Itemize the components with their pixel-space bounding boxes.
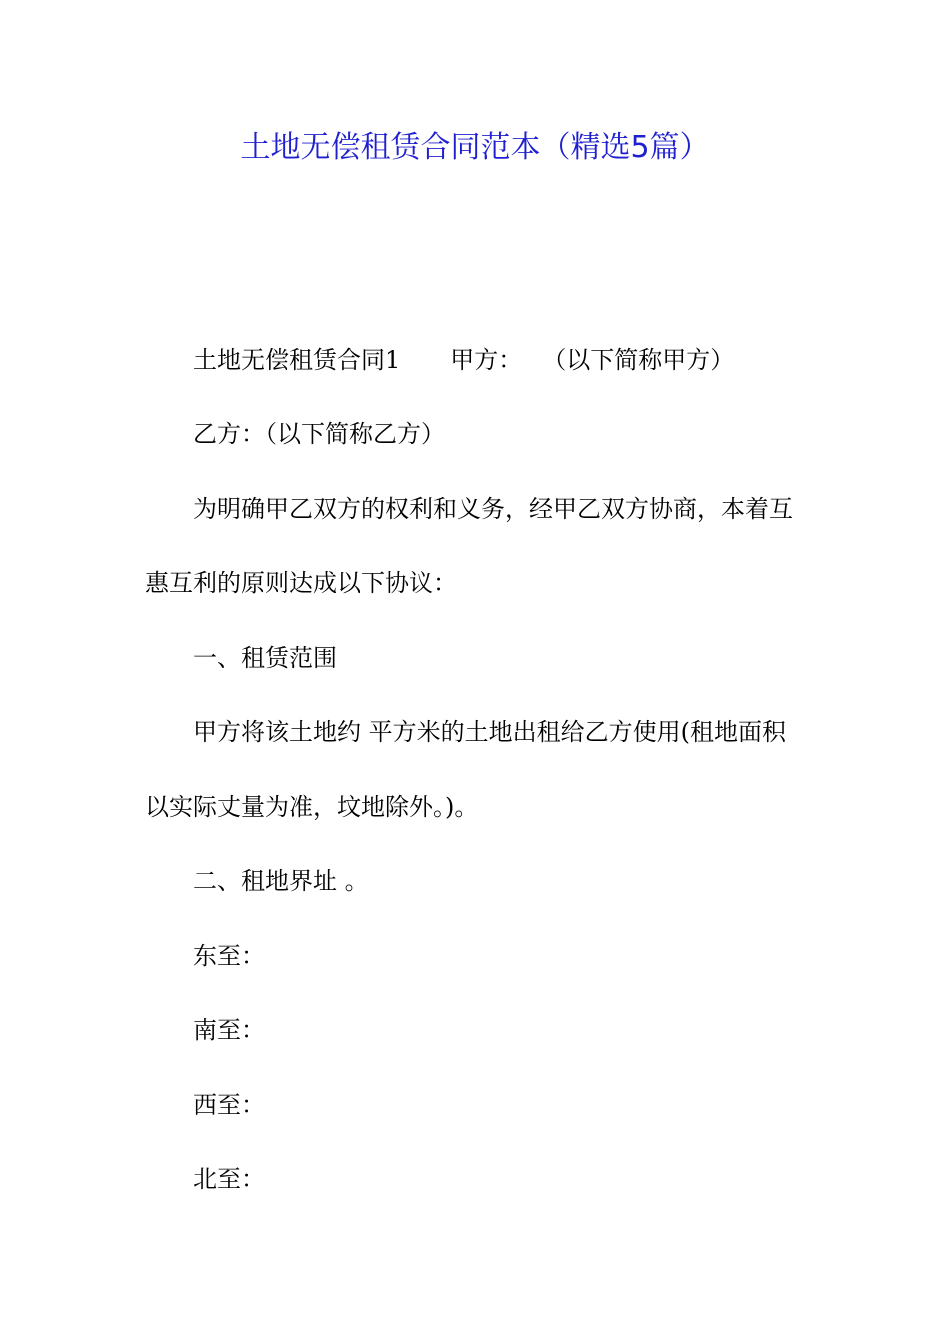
boundary-south: 南至： bbox=[193, 1016, 265, 1044]
document-title: 土地无偿租赁合同范本（精选5篇） bbox=[240, 130, 710, 165]
party-b-line: 乙方：（以下简称乙方） bbox=[193, 420, 445, 448]
party-a-line bbox=[193, 344, 734, 376]
preamble-line-2: 惠互利的原则达成以下协议： bbox=[145, 569, 457, 597]
section-2-title: 二、租地界址 。 bbox=[193, 867, 369, 895]
section-1-body-line-2: 以实际丈量为准，坟地除外。)。 bbox=[145, 793, 479, 821]
section-1-body-line-1: 甲方将该土地约 平方米的土地出租给乙方使用(租地面积 bbox=[193, 718, 786, 746]
boundary-east: 东至： bbox=[193, 942, 265, 970]
party-a-note: （以下简称甲方） bbox=[542, 346, 735, 374]
contract-heading: 土地无偿租赁合同1 bbox=[193, 346, 401, 374]
boundary-west: 西至： bbox=[193, 1091, 265, 1119]
boundary-north: 北至： bbox=[193, 1165, 265, 1193]
section-1-title: 一、租赁范围 bbox=[193, 644, 337, 672]
preamble-line-1: 为明确甲乙双方的权利和义务，经甲乙双方协商，本着互 bbox=[193, 495, 793, 523]
party-a-label: 甲方： bbox=[450, 346, 523, 374]
